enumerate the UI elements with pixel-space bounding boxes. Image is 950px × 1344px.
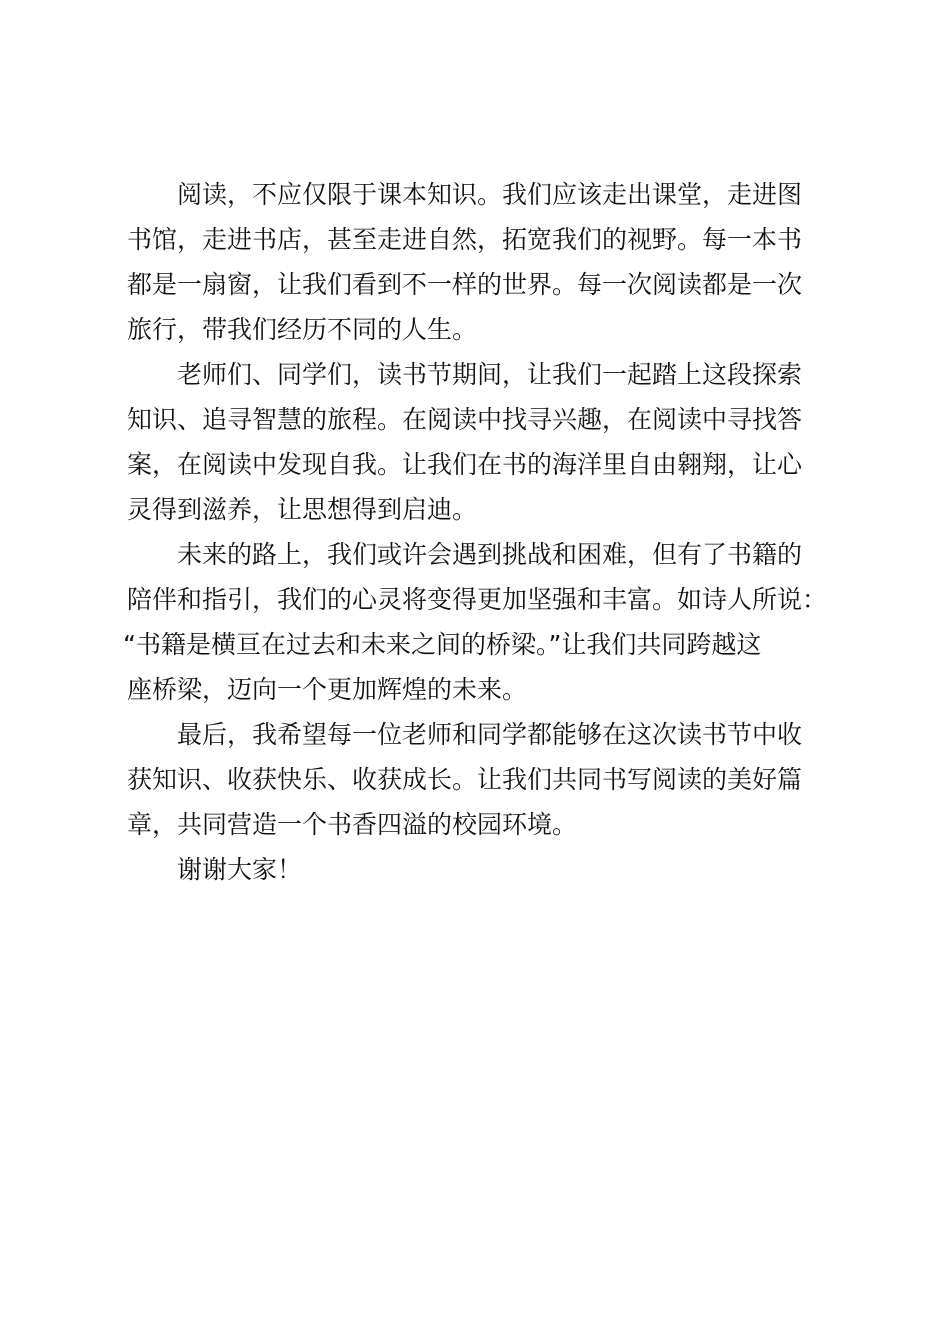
paragraph-line: 章，共同营造一个书香四溢的校园环境。 xyxy=(127,810,578,839)
paragraph-2 xyxy=(127,352,837,532)
paragraph-line: “书籍是横亘在过去和未来之间的桥梁。”让我们共同跨越这 xyxy=(123,630,762,659)
paragraph-line: 案，在阅读中发现自我。让我们在书的海洋里自由翱翔，让心 xyxy=(127,450,803,479)
paragraph-line: 知识、追寻智慧的旅程。在阅读中找寻兴趣，在阅读中寻找答 xyxy=(127,405,803,434)
paragraph-line: 最后，我希望每一位老师和同学都能够在这次读书节中收 xyxy=(177,720,803,749)
paragraph-line: 未来的路上，我们或许会遇到挑战和困难，但有了书籍的 xyxy=(177,540,803,569)
paragraph-line: 都是一扇窗，让我们看到不一样的世界。每一次阅读都是一次 xyxy=(127,270,803,299)
paragraph-line: 阅读，不应仅限于课本知识。我们应该走出课堂，走进图 xyxy=(177,180,803,209)
paragraph-line: 座桥梁，迈向一个更加辉煌的未来。 xyxy=(127,675,528,704)
paragraph-line: 书馆，走进书店，甚至走进自然，拓宽我们的视野。每一本书 xyxy=(127,225,803,254)
paragraph-line: 获知识、收获快乐、收获成长。让我们共同书写阅读的美好篇 xyxy=(127,765,803,794)
paragraph-line: 灵得到滋养，让思想得到启迪。 xyxy=(127,495,478,524)
paragraph-4 xyxy=(127,712,837,847)
paragraph-3 xyxy=(123,532,837,712)
paragraph-line: 谢谢大家！ xyxy=(177,855,303,884)
paragraph-1 xyxy=(127,172,837,352)
paragraph-5-closing xyxy=(127,847,837,892)
paragraph-line: 旅行，带我们经历不同的人生。 xyxy=(127,315,478,344)
paragraph-line: 陪伴和指引，我们的心灵将变得更加坚强和丰富。如诗人所说： xyxy=(127,585,828,614)
paragraph-line: 老师们、同学们，读书节期间，让我们一起踏上这段探索 xyxy=(177,360,803,389)
document-body xyxy=(123,172,837,892)
